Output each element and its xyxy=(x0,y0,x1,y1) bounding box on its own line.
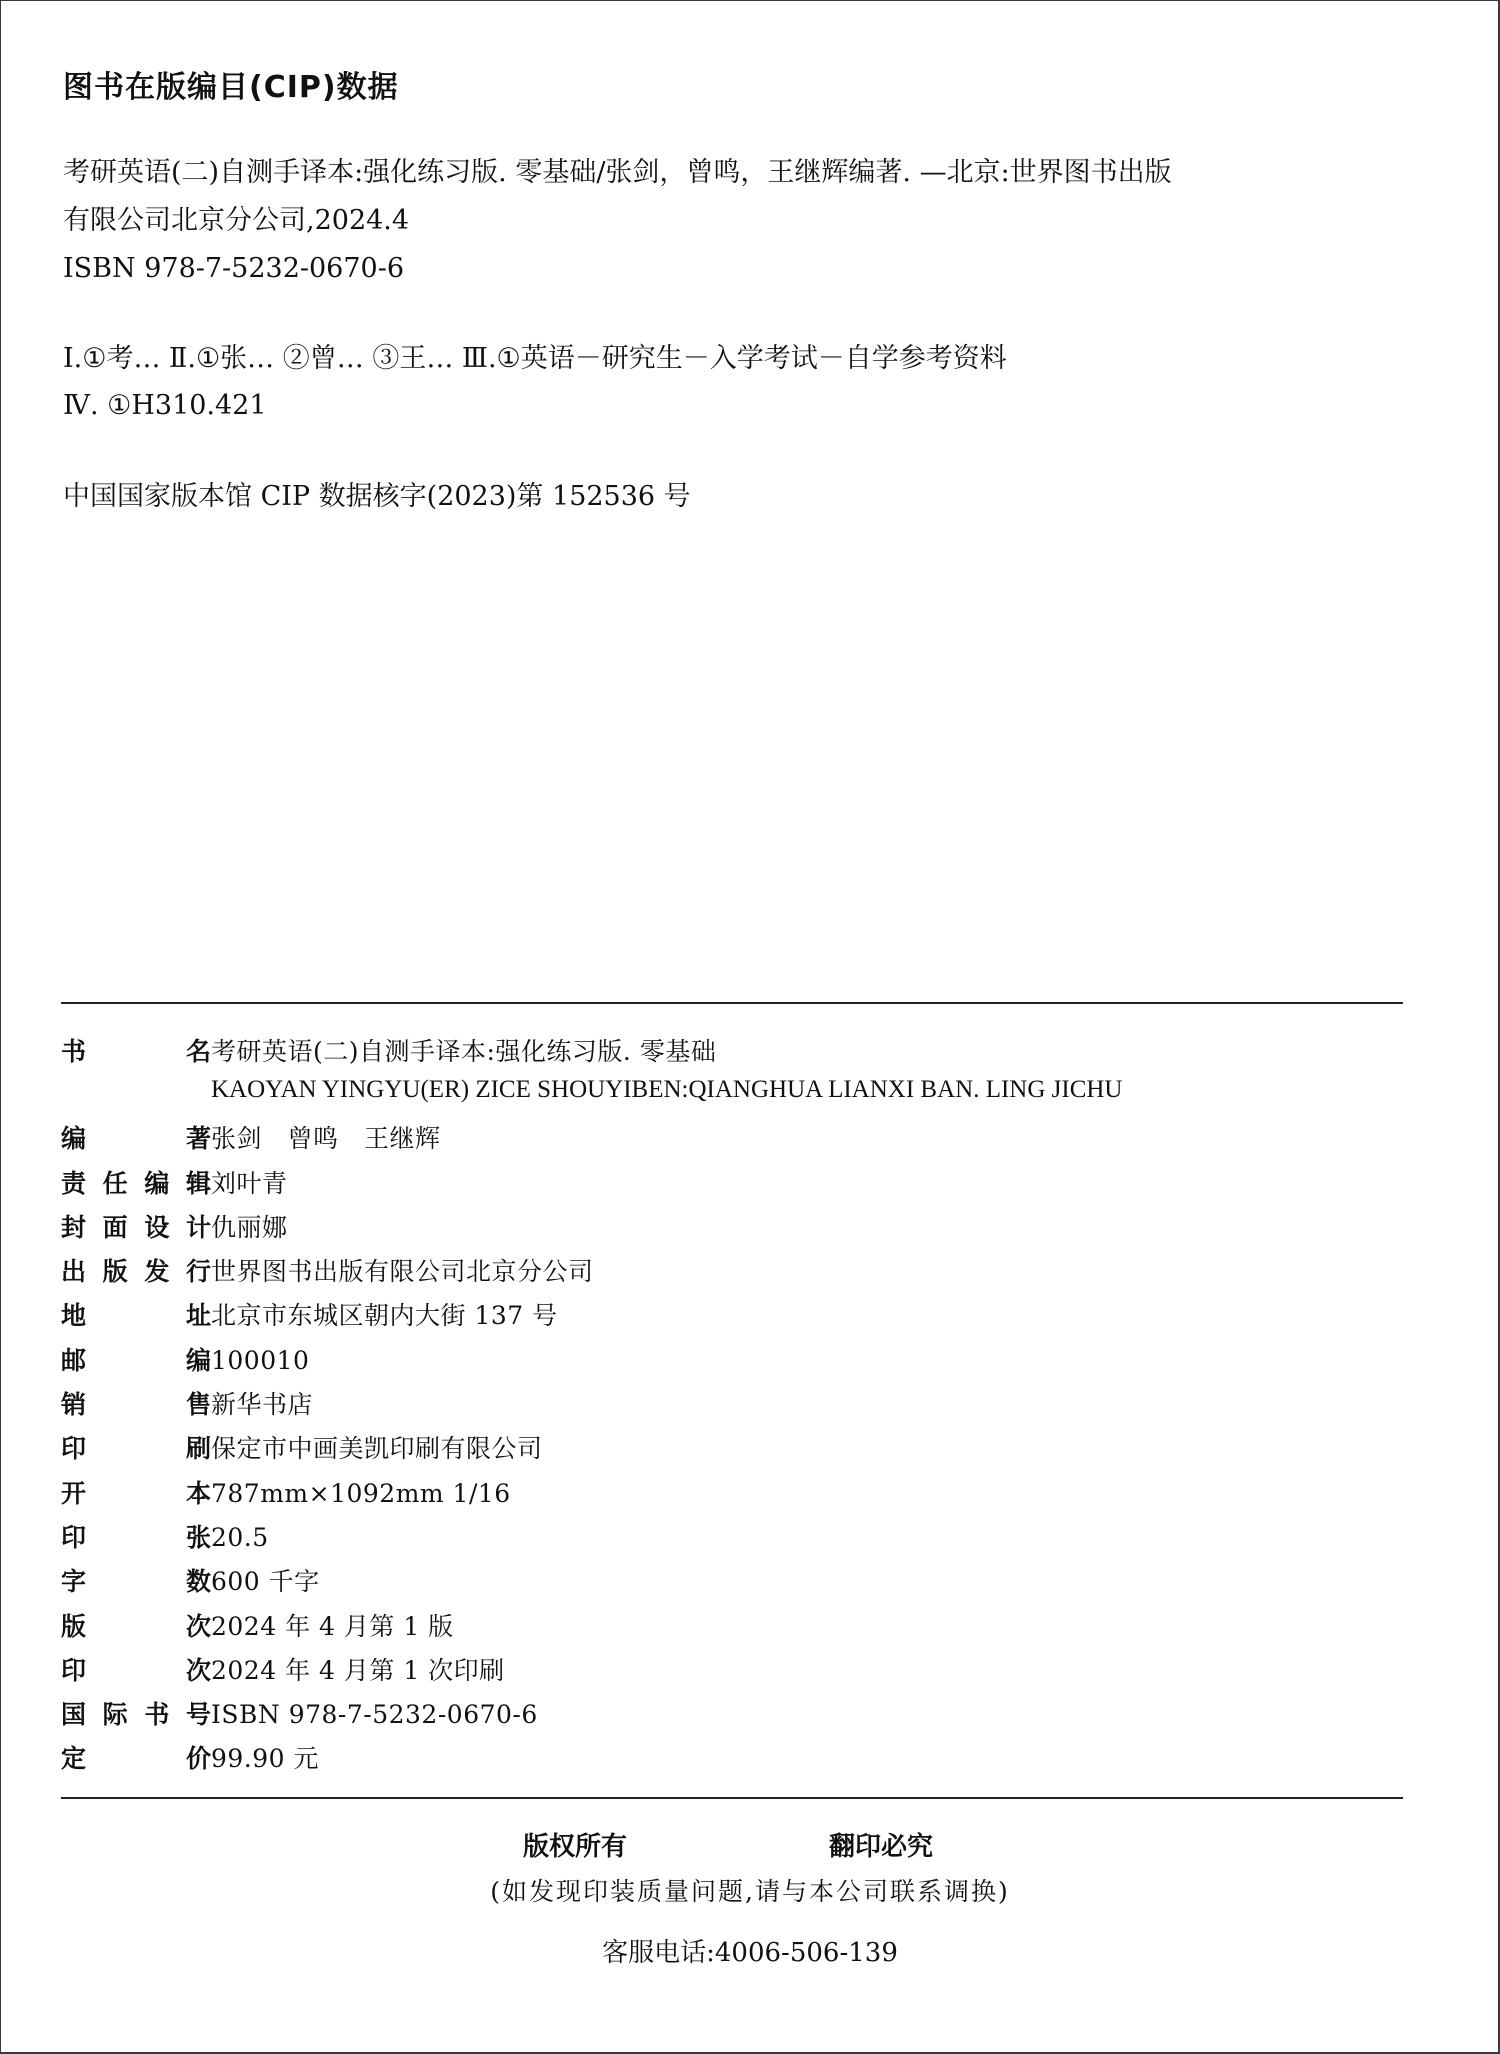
colophon-label-char: 面 xyxy=(102,1212,128,1242)
colophon-row xyxy=(61,1119,1123,1163)
colophon-value: 张剑 曾鸣 王继辉 xyxy=(211,1124,441,1154)
colophon-label-char: 印 xyxy=(61,1522,87,1552)
colophon-value: 2024 年 4 月第 1 次印刷 xyxy=(211,1655,505,1685)
colophon-row xyxy=(61,1341,1123,1385)
cip-title-line-2: 有限公司北京分公司,2024.4 xyxy=(63,205,410,236)
colophon-row xyxy=(61,1695,1123,1739)
colophon-value: 仇丽娜 xyxy=(211,1212,288,1242)
colophon-label-char: 址 xyxy=(185,1301,211,1331)
colophon-value: 600 千字 xyxy=(211,1567,320,1597)
colophon-label-char: 设 xyxy=(144,1212,170,1242)
colophon-label-char: 字 xyxy=(61,1567,87,1597)
colophon-label xyxy=(61,1208,211,1244)
colophon-row xyxy=(61,1252,1123,1296)
colophon-value: 20.5 xyxy=(211,1522,269,1552)
colophon-label-char: 印 xyxy=(61,1434,87,1464)
quality-notice: (如发现印装质量问题,请与本公司联系调换) xyxy=(490,1877,1010,1906)
colophon-row xyxy=(61,1651,1123,1695)
colophon-label xyxy=(61,1252,211,1288)
colophon-label-char: 编 xyxy=(61,1124,87,1154)
divider-bottom xyxy=(61,1797,1403,1799)
copyright-reserved: 版权所有 xyxy=(523,1832,628,1862)
colophon-label xyxy=(61,1429,211,1465)
colophon-label xyxy=(61,1164,211,1200)
colophon-row xyxy=(61,1076,1123,1119)
colophon-value: 刘叶青 xyxy=(211,1168,288,1198)
colophon-label xyxy=(61,1651,211,1687)
colophon-label-char: 书 xyxy=(61,1037,87,1066)
colophon-label-char: 售 xyxy=(185,1390,211,1420)
colophon-label-char: 际 xyxy=(102,1700,128,1730)
colophon-value: 100010 xyxy=(211,1345,310,1375)
colophon-table xyxy=(61,1032,1123,1784)
colophon-value: KAOYAN YINGYU(ER) ZICE SHOUYIBEN:QIANGHUA LIANXI BAN. LING JICHU xyxy=(211,1076,1123,1104)
colophon-label xyxy=(61,1518,211,1554)
colophon-value: 99.90 元 xyxy=(211,1744,320,1774)
colophon-label xyxy=(61,1119,211,1155)
colophon-label-char: 封 xyxy=(61,1212,87,1242)
colophon-label-char: 出 xyxy=(61,1257,87,1287)
colophon-value: ISBN 978-7-5232-0670-6 xyxy=(211,1700,538,1730)
colophon-row xyxy=(61,1562,1123,1606)
colophon-label xyxy=(61,1385,211,1421)
colophon-value: 787mm×1092mm 1/16 xyxy=(211,1478,511,1508)
colophon-label-char: 价 xyxy=(185,1744,211,1774)
colophon-label-char: 地 xyxy=(61,1301,87,1331)
colophon-row xyxy=(61,1164,1123,1208)
colophon-label xyxy=(61,1341,211,1377)
colophon-label-char: 编 xyxy=(185,1345,211,1375)
colophon-label-char: 号 xyxy=(185,1700,211,1730)
colophon-label-char: 任 xyxy=(102,1168,128,1198)
colophon-value: 2024 年 4 月第 1 版 xyxy=(211,1611,454,1641)
customer-service-hotline: 客服电话:4006-506-139 xyxy=(602,1938,898,1968)
colophon-value: 北京市东城区朝内大街 137 号 xyxy=(211,1301,558,1331)
cip-classification-line-1: Ⅰ.①考… Ⅱ.①张… ②曾… ③王… Ⅲ.①英语－研究生－入学考试－自学参考资料 xyxy=(63,343,1007,374)
colophon-label xyxy=(61,1032,211,1068)
colophon-label xyxy=(61,1607,211,1643)
colophon-label-char: 邮 xyxy=(61,1345,87,1375)
colophon-label xyxy=(61,1296,211,1332)
colophon-value: 世界图书出版有限公司北京分公司 xyxy=(211,1257,594,1287)
colophon-value: 考研英语(二)自测手译本:强化练习版. 零基础 xyxy=(211,1037,717,1066)
colophon-row xyxy=(61,1385,1123,1429)
colophon-label-char: 名 xyxy=(185,1037,211,1066)
colophon-label-char: 张 xyxy=(185,1522,211,1552)
colophon-label-char: 计 xyxy=(185,1212,211,1242)
colophon-row xyxy=(61,1739,1123,1783)
colophon-label xyxy=(61,1695,211,1731)
divider-top xyxy=(61,1002,1403,1004)
colophon-label-char: 国 xyxy=(61,1700,87,1730)
colophon-label-char: 著 xyxy=(185,1124,211,1154)
colophon-label xyxy=(61,1739,211,1775)
cip-classification-line-2: Ⅳ. ①H310.421 xyxy=(63,390,267,421)
colophon-label xyxy=(61,1562,211,1598)
colophon-value: 新华书店 xyxy=(211,1390,314,1420)
colophon-row xyxy=(61,1474,1123,1518)
colophon-label-char: 印 xyxy=(61,1655,87,1685)
colophon-label-char: 版 xyxy=(61,1611,87,1641)
colophon-label-char: 开 xyxy=(61,1478,87,1508)
colophon-label-char: 次 xyxy=(185,1655,211,1685)
colophon-label-char: 辑 xyxy=(185,1168,211,1198)
colophon-label-char: 次 xyxy=(185,1611,211,1641)
colophon-row xyxy=(61,1518,1123,1562)
colophon-label-char: 编 xyxy=(144,1168,170,1198)
colophon-label-char: 刷 xyxy=(185,1434,211,1464)
colophon-label-char: 数 xyxy=(185,1567,211,1597)
colophon-label-char: 行 xyxy=(185,1257,211,1287)
colophon-row xyxy=(61,1296,1123,1340)
colophon-label-char: 本 xyxy=(185,1478,211,1508)
colophon-label-char: 书 xyxy=(144,1700,170,1730)
cip-title-line-1: 考研英语(二)自测手译本:强化练习版. 零基础/张剑，曾鸣，王继辉编著. —北京:世界图书出版 xyxy=(63,157,1172,188)
cip-verification-number: 中国国家版本馆 CIP 数据核字(2023)第 152536 号 xyxy=(63,481,691,512)
colophon-row xyxy=(61,1208,1123,1252)
colophon-label-char: 发 xyxy=(144,1257,170,1287)
colophon-label-char: 责 xyxy=(61,1168,87,1198)
cip-isbn: ISBN 978-7-5232-0670-6 xyxy=(63,253,405,284)
colophon-label-char: 销 xyxy=(61,1390,87,1420)
colophon-row xyxy=(61,1032,1123,1076)
colophon-value: 保定市中画美凯印刷有限公司 xyxy=(211,1434,543,1464)
colophon-row xyxy=(61,1607,1123,1651)
cip-heading: 图书在版编目(CIP)数据 xyxy=(63,70,399,105)
piracy-warning: 翻印必究 xyxy=(829,1832,934,1862)
colophon-row xyxy=(61,1429,1123,1473)
colophon-label xyxy=(61,1474,211,1510)
colophon-label-char: 定 xyxy=(61,1744,87,1774)
colophon-label-char: 版 xyxy=(102,1257,128,1287)
